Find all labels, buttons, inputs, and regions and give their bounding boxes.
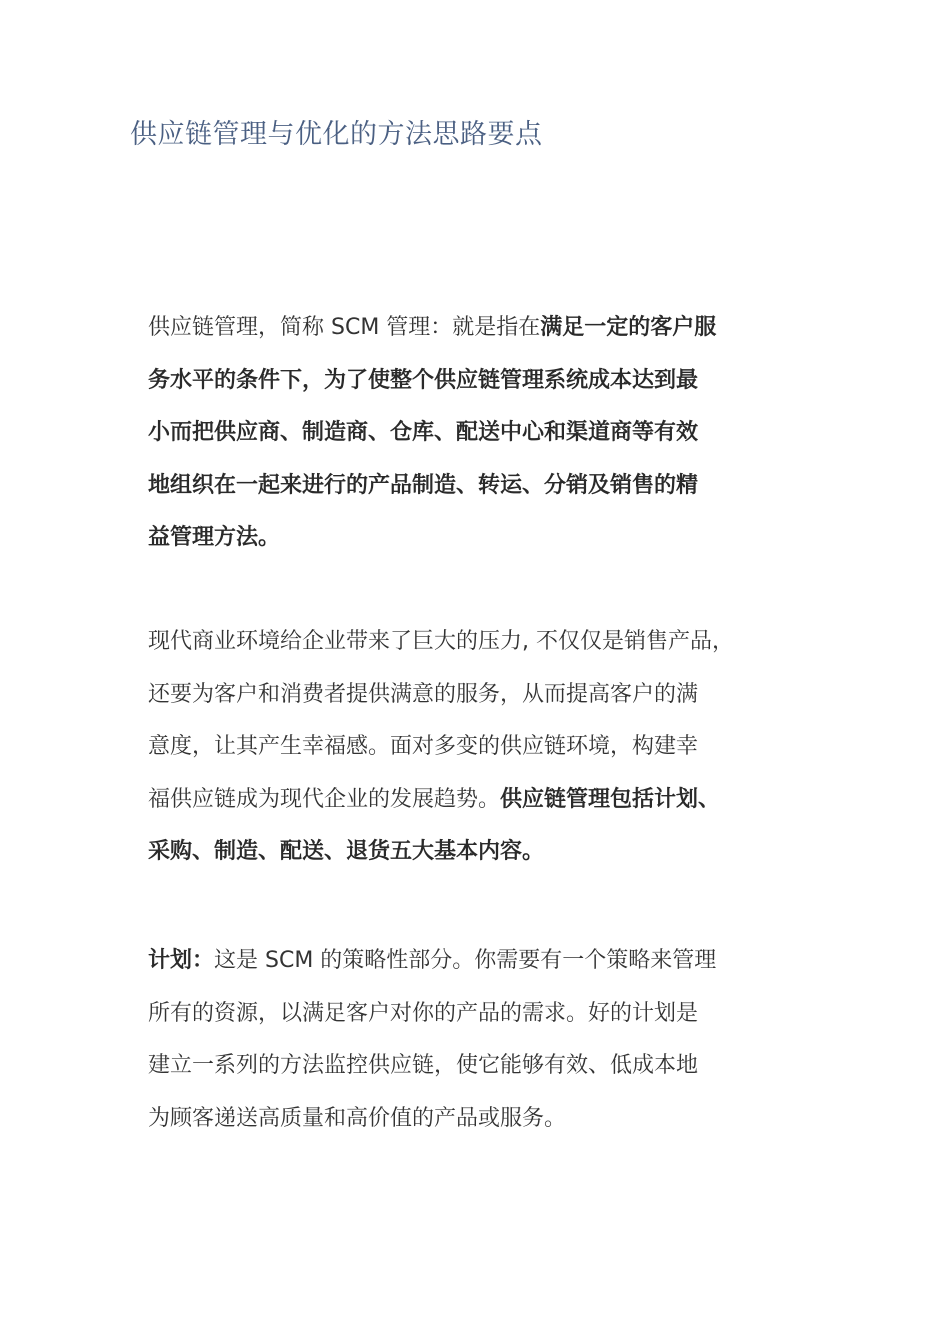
paragraph-line xyxy=(148,826,798,879)
text-run-bold: 计划： xyxy=(148,948,215,973)
text-run-bold: 地组织在一起来进行的产品制造、转运、分销及销售的精 xyxy=(148,472,699,498)
text-run-bold: 益管理方法。 xyxy=(148,525,281,550)
text-run: 福供应链成为现代企业的发展趋势。 xyxy=(148,786,501,812)
paragraph-line xyxy=(148,616,798,669)
paragraph-line xyxy=(148,512,798,565)
paragraph-line xyxy=(148,302,798,355)
paragraph-line xyxy=(148,988,798,1041)
document-title: 供应链管理与优化的方法思路要点 xyxy=(130,119,543,150)
paragraph-line xyxy=(148,669,798,722)
text-run: 为顾客递送高质量和高价值的产品或服务。 xyxy=(148,1105,567,1131)
paragraph-line xyxy=(148,460,798,513)
text-run-bold: 务水平的条件下，为了使整个供应链管理系统成本达到最 xyxy=(148,367,699,393)
paragraph-business-environment xyxy=(148,616,798,879)
text-run: 现代商业环境给企业带来了巨大的压力, 不仅仅是销售产品， xyxy=(148,629,734,654)
text-run: 这是 SCM 的策略性部分。你需要有一个策略来管理 xyxy=(214,948,717,973)
paragraph-line xyxy=(148,774,798,827)
paragraph-line xyxy=(148,355,798,408)
text-run-bold: 供应链管理包括计划、 xyxy=(500,786,721,812)
text-run: 意度，让其产生幸福感。面对多变的供应链环境，构建幸 xyxy=(148,734,699,759)
text-run-bold: 采购、制造、配送、退货五大基本内容。 xyxy=(148,839,545,864)
paragraph-line xyxy=(148,407,798,460)
paragraph-line xyxy=(148,721,798,774)
text-run-bold: 满足一定的客户服 xyxy=(540,315,717,340)
text-run: 供应链管理，简称 SCM 管理：就是指在 xyxy=(148,315,541,340)
paragraph-scm-definition xyxy=(148,302,798,565)
paragraph-line xyxy=(148,1093,798,1146)
paragraph-line xyxy=(148,1040,798,1093)
text-run-bold: 小而把供应商、制造商、仓库、配送中心和渠道商等有效 xyxy=(148,420,699,445)
text-run: 还要为客户和消费者提供满意的服务，从而提高客户的满 xyxy=(148,681,699,707)
text-run: 所有的资源，以满足客户对你的产品的需求。好的计划是 xyxy=(148,1000,699,1026)
text-run: 建立一系列的方法监控供应链，使它能够有效、低成本地 xyxy=(148,1053,699,1078)
paragraph-line xyxy=(148,935,798,988)
paragraph-planning xyxy=(148,935,798,1145)
